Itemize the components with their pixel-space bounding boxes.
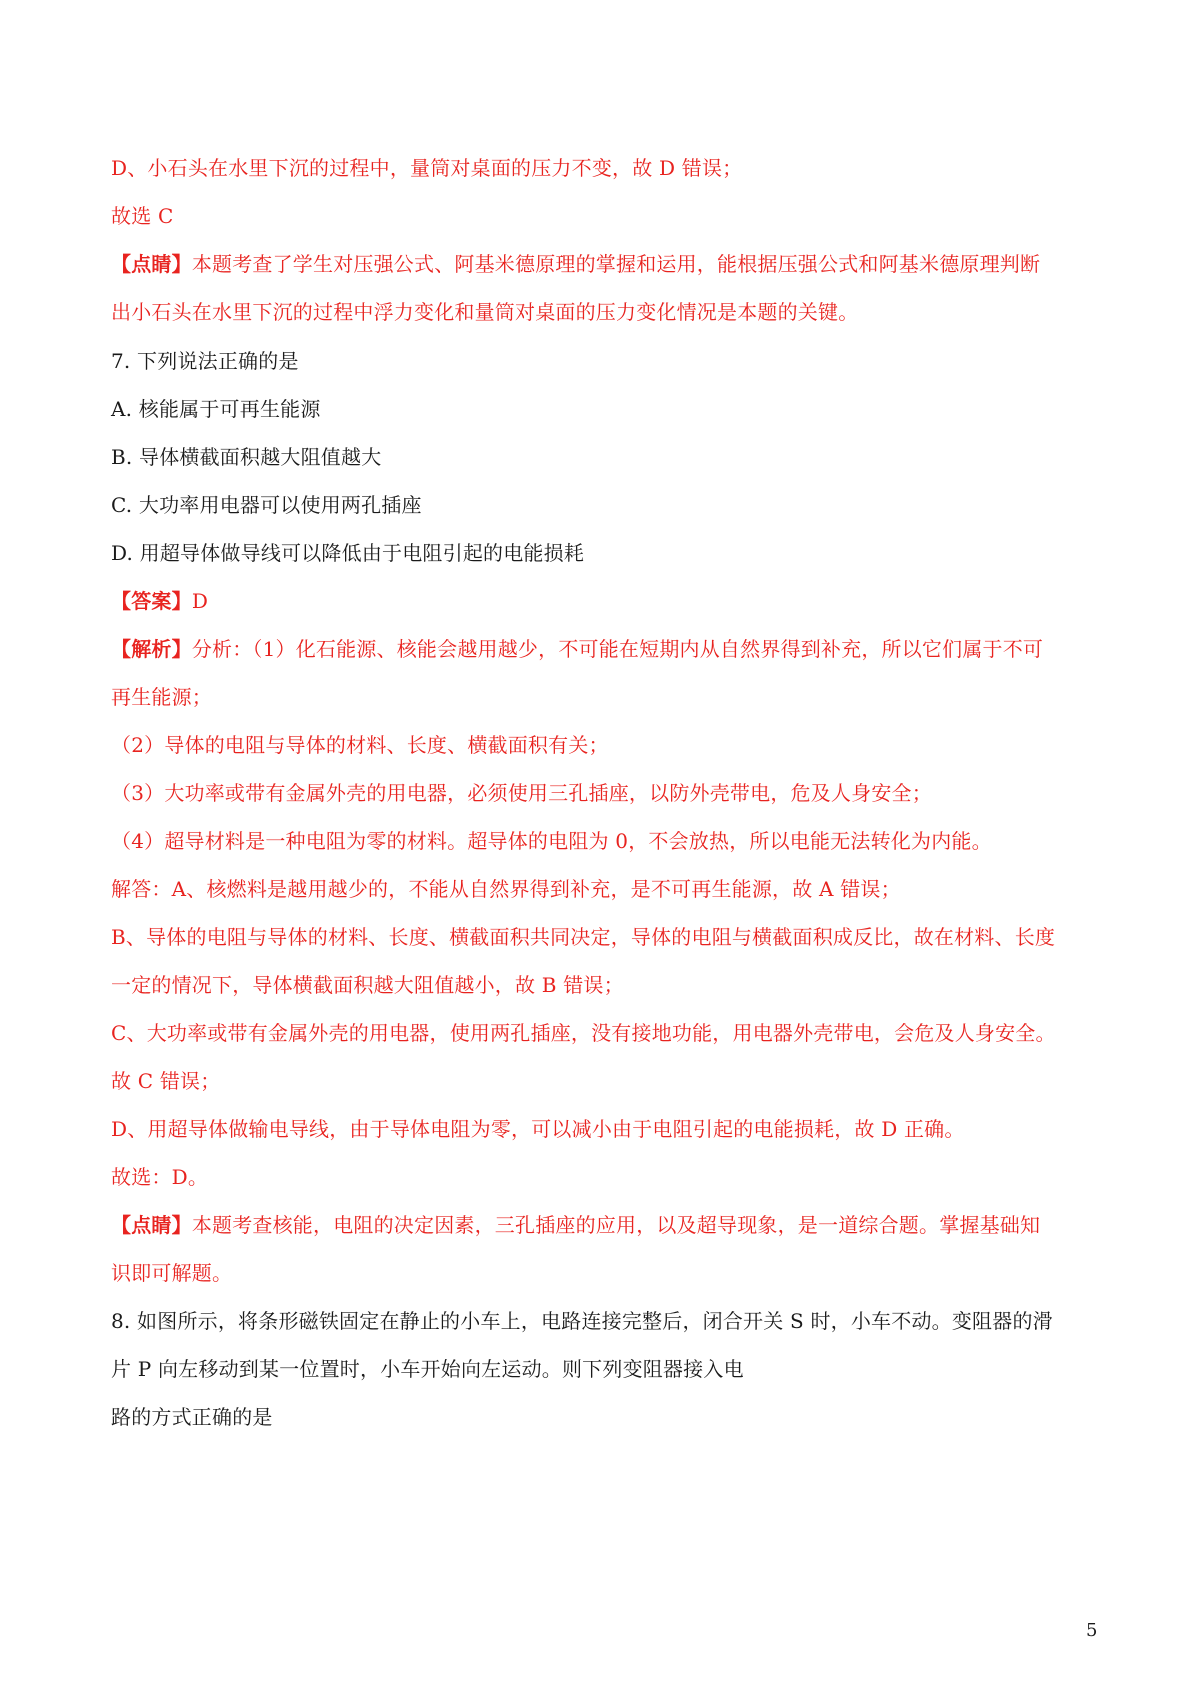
question-line: [111, 1355, 1111, 1383]
question-line: [111, 347, 1111, 375]
line-text: 故选：D。: [111, 1165, 209, 1189]
answer-value: D: [191, 589, 209, 613]
text-line: [111, 827, 1111, 855]
text-line: [111, 202, 1111, 230]
line-text: 再生能源；: [111, 685, 212, 709]
text-line: [111, 1211, 1111, 1239]
section-tag: 【解析】: [111, 637, 192, 661]
text-line: [111, 1163, 1111, 1191]
line-text: （4）超导材料是一种电阻为零的材料。超导体的电阻为 0，不会放热，所以电能无法转化为内能。: [111, 829, 992, 853]
line-text: 路的方式正确的是: [111, 1405, 273, 1429]
page-number: 5: [1086, 1620, 1098, 1641]
line-text: D、小石头在水里下沉的过程中，量筒对桌面的压力不变，故 D 错误；: [111, 156, 743, 180]
option-line: [111, 539, 1111, 567]
text-line: [111, 1115, 1111, 1143]
text-line: [111, 1019, 1111, 1047]
question-line: [111, 1307, 1111, 1335]
text-line: [111, 1067, 1111, 1095]
option-line: [111, 491, 1111, 519]
question-stem: 8. 如图所示，将条形磁铁固定在静止的小车上，电路连接完整后，闭合开关 S 时，小车不动。变阻器的滑: [111, 1309, 1053, 1333]
text-line: [111, 1259, 1111, 1287]
text-line: [111, 250, 1111, 278]
option-b: B. 导体横截面积越大阻值越大: [111, 445, 382, 469]
section-tag: 【答案】: [111, 589, 192, 613]
text-line: [111, 875, 1111, 903]
line-text: （2）导体的电阻与导体的材料、长度、横截面积有关；: [111, 733, 609, 757]
option-d: D. 用超导体做导线可以降低由于电阻引起的电能损耗: [111, 541, 585, 565]
text-line: [111, 971, 1111, 999]
question-line: [111, 1403, 1111, 1431]
line-text: 解答：A、核燃料是越用越少的，不能从自然界得到补充，是不可再生能源，故 A 错误；: [111, 877, 901, 901]
section-tag: 【点睛】: [111, 1213, 192, 1237]
option-line: [111, 443, 1111, 471]
text-line: [111, 298, 1111, 326]
line-text: 故选 C: [111, 204, 174, 228]
line-text: 识即可解题。: [111, 1261, 233, 1285]
line-text: C、大功率或带有金属外壳的用电器，使用两孔插座，没有接地功能，用电器外壳带电，会危及人身安全。: [111, 1021, 1056, 1045]
text-line: [111, 779, 1111, 807]
text-line: [111, 683, 1111, 711]
line-text: 一定的情况下，导体横截面积越大阻值越小，故 B 错误；: [111, 973, 624, 997]
line-text: 片 P 向左移动到某一位置时，小车开始向左运动。则下列变阻器接入电: [111, 1357, 744, 1381]
analysis-line: [111, 635, 1111, 663]
line-text: 故 C 错误；: [111, 1069, 221, 1093]
line-text: 出小石头在水里下沉的过程中浮力变化和量筒对桌面的压力变化情况是本题的关键。: [111, 300, 859, 324]
line-text: 本题考查了学生对压强公式、阿基米德原理的掌握和运用，能根据压强公式和阿基米德原理判断: [191, 252, 1041, 276]
line-text: 本题考查核能，电阻的决定因素，三孔插座的应用，以及超导现象，是一道综合题。掌握基础知: [191, 1213, 1041, 1237]
question-stem: 7. 下列说法正确的是: [111, 349, 299, 373]
line-text: （3）大功率或带有金属外壳的用电器，必须使用三孔插座，以防外壳带电，危及人身安全；: [111, 781, 932, 805]
line-text: 分析：（1）化石能源、核能会越用越少，不可能在短期内从自然界得到补充，所以它们属于不可: [191, 637, 1044, 661]
section-tag: 【点睛】: [111, 252, 192, 276]
answer-line: [111, 587, 1111, 615]
text-line: [111, 731, 1111, 759]
text-line: [111, 923, 1111, 951]
text-line: [111, 154, 1111, 182]
line-text: B、导体的电阻与导体的材料、长度、横截面积共同决定，导体的电阻与横截面积成反比，故在材料、长度: [111, 925, 1056, 949]
option-a: A. 核能属于可再生能源: [111, 397, 321, 421]
option-c: C. 大功率用电器可以使用两孔插座: [111, 493, 422, 517]
option-line: [111, 395, 1111, 423]
line-text: D、用超导体做输电导线，由于导体电阻为零，可以减小由于电阻引起的电能损耗，故 D 正确。: [111, 1117, 965, 1141]
